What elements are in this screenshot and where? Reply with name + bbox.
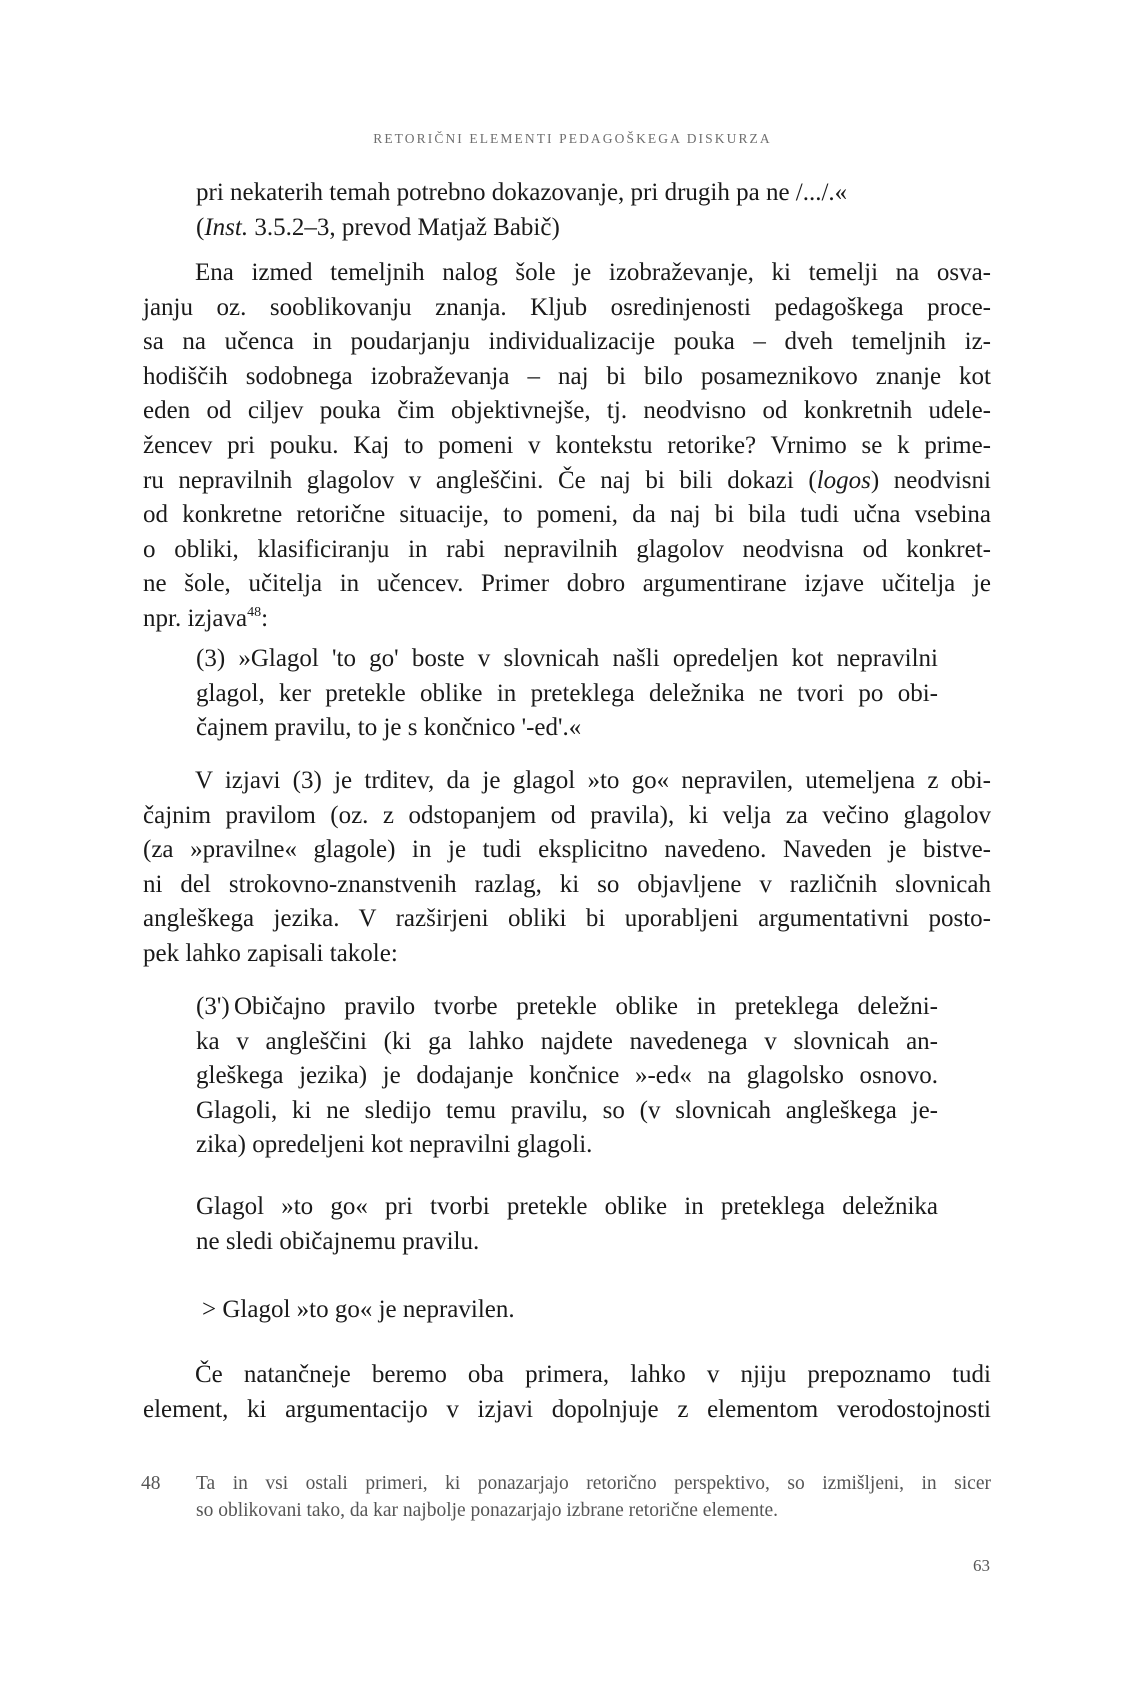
logos-term: logos xyxy=(816,466,871,494)
text-line: eden od ciljev pouka čim objektivnejše, tj. neodvisno od konkretnih udele- xyxy=(143,397,991,425)
premise-line: ne sledi običajnemu pravilu. xyxy=(196,1227,480,1255)
text-line: hodiščih sodobnega izobraževanja – naj bi bilo posameznikovo znanje kot xyxy=(143,362,991,390)
citation-work-title: Inst. xyxy=(204,213,249,241)
footnote-number: 48 xyxy=(141,1473,161,1494)
text-line: V izjavi (3) je trditev, da je glagol »to go« nepravilen, utemeljena z obi- xyxy=(195,767,991,794)
text-line: od konkretne retorične situacije, to pomeni, da naj bi bila tudi učna vsebina xyxy=(143,501,991,529)
block-quote-end xyxy=(196,176,938,245)
quote-citation: (Inst. 3.5.2–3, prevod Matjaž Babič) xyxy=(196,213,560,241)
text-line: sa na učenca in poudarjanju individualizacije pouka – dveh temeljnih iz- xyxy=(143,328,991,356)
quote-line: pri nekaterih temah potrebno dokazovanje, pri drugih pa ne /.../.« xyxy=(196,179,848,206)
paragraph-1 xyxy=(143,256,991,637)
example-line: Glagoli, ki ne sledijo temu pravilu, so (v slovnicah angleškega je- xyxy=(196,1096,938,1124)
footnote-line: Ta in vsi ostali primeri, ki ponazarjajo retorično perspektivo, so izmišljeni, in sicer xyxy=(196,1473,991,1494)
text-line: ne šole, učitelja in učencev. Primer dobro argumentirane izjave učitelja je xyxy=(143,570,991,598)
premise-line: Glagol »to go« pri tvorbi pretekle oblike in preteklega deležnika xyxy=(196,1193,938,1220)
text-line: ru nepravilnih glagolov v angleščini. Če naj bi bili dokazi (logos) neodvisni xyxy=(143,466,991,494)
page-number: 63 xyxy=(973,1556,990,1575)
example-line: čajnem pravilu, to je s končnico '-ed'.« xyxy=(196,714,582,742)
text-line: ni del strokovno-znanstvenih razlag, ki so objavljene v različnih slovnicah xyxy=(143,870,991,898)
example-line: (3) »Glagol 'to go' boste v slovnicah našli opredeljen kot nepravilni xyxy=(196,645,938,672)
text-line: Ena izmed temeljnih nalog šole je izobraževanje, ki temelji na osva- xyxy=(195,259,991,286)
example-line: ka v angleščini (ki ga lahko najdete navedenega v slovnicah an- xyxy=(196,1027,938,1055)
example-line: zika) opredeljeni kot nepravilni glagoli. xyxy=(196,1131,593,1159)
paragraph-2 xyxy=(143,764,991,972)
example-line: gleškega jezika) je dodajanje končnice »-ed« na glagolsko osnovo. xyxy=(196,1062,938,1090)
premise-2 xyxy=(196,1190,938,1259)
text-line: janju oz. sooblikovanju znanja. Kljub osredinjenosti pedagoškega proce- xyxy=(143,293,991,321)
example-3 xyxy=(196,642,938,746)
text-line: pek lahko zapisali takole: xyxy=(143,939,398,967)
text-line: Če natančneje beremo oba primera, lahko v njiju prepoznamo tudi xyxy=(195,1361,991,1388)
text-line: čajnim pravilom (oz. z odstopanjem od pravila), ki velja za večino glagolov xyxy=(143,801,991,829)
footnote-line: so oblikovani tako, da kar najbolje ponazarjajo izbrane retorične elemente. xyxy=(196,1500,779,1521)
example-line: glagol, ker pretekle oblike in preteklega deležnika ne tvori po obi- xyxy=(196,679,938,707)
text-line: žencev pri pouku. Kaj to pomeni v kontekstu retorike? Vrnimo se k prime- xyxy=(143,431,991,459)
text-line: angleškega jezika. V razširjeni obliki bi uporabljeni argumentativni posto- xyxy=(143,905,991,933)
conclusion: > Glagol »to go« je nepravilen. xyxy=(202,1296,515,1323)
example-line: Običajno pravilo tvorbe pretekle oblike in preteklega deležni- xyxy=(234,993,938,1020)
text-line: o obliki, klasificiranju in rabi nepravilnih glagolov neodvisna od konkret- xyxy=(143,535,991,563)
example-label: (3') xyxy=(196,993,230,1020)
text-line: npr. izjava$^{48}$: xyxy=(143,604,269,632)
text-line: (za »pravilne« glagole) in je tudi eksplicitno navedeno. Naveden je bistve- xyxy=(143,836,991,864)
text-line: element, ki argumentacijo v izjavi dopolnjuje z elementom verodostojnosti xyxy=(143,1395,991,1423)
running-head: RETORIČNI ELEMENTI PEDAGOŠKEGA DISKURZA xyxy=(373,131,772,146)
footnote-reference[interactable]: 48 xyxy=(247,604,262,620)
paragraph-3 xyxy=(143,1358,991,1427)
